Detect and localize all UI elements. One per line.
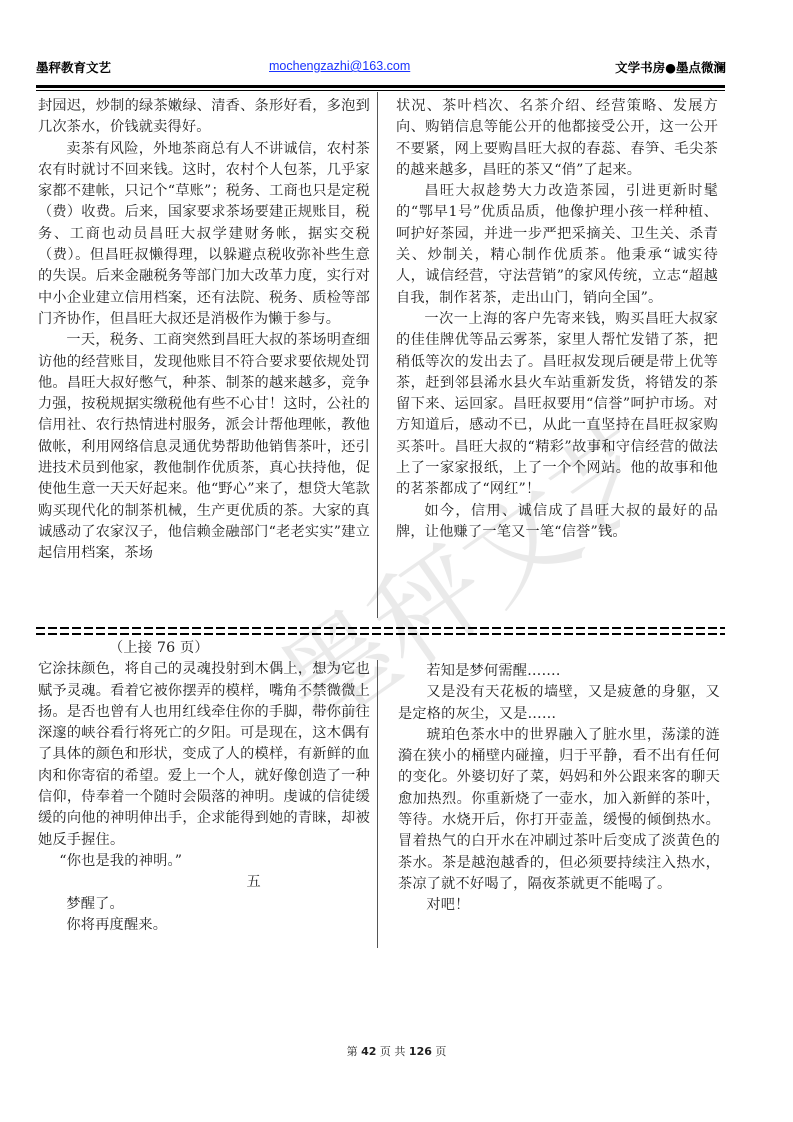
publication-title: 墨秤教育文艺 <box>36 60 112 75</box>
paragraph: 琥珀色茶水中的世界融入了脏水里，荡漾的涟漪在狭小的桶壁内碰撞，归于平静，看不出有任何的变化。外婆切好了菜，妈妈和外公跟来客的聊天愈加热烈。你重新烧了一壶水，加入新鲜的茶叶，等待。水烧开后，你打开壶盖，缓慢的倾倒热水。冒着热气的白开水在冲刷过茶叶后变成了淡黄色的茶水。茶是越泡越香的，但必须要持续注入热水，茶凉了就不好喝了，隔夜茶就更不能喝了。 <box>398 726 720 892</box>
paragraph: 卖茶有风险，外地茶商总有人不讲诚信，农村茶农有时就讨不回来钱。这时，农村个人包茶，几乎家家都不建帐，只记个“草账”；税务、工商也只是定税（费）收费。后来，国家要求茶场要建正规账目，税务、工商也动员昌旺大叔学建财务帐，据实交税（费）。但昌旺叔懒得理，以躲避点税收弥补些生意的失误。后来金融税务等部门加大改革力度，实行对中小企业建立信用档案，还有法院、税务、质检等部门齐协作，但昌旺大叔还是消极作为懒于参与。 <box>38 140 370 327</box>
page-header <box>36 58 726 80</box>
paragraph: 状况、茶叶档次、名茶介绍、经营策略、发展方向、购销信息等能公开的他都接受公开，这一公开不要紧，网上要购昌旺大叔的春蕊、春笋、毛尖茶的越来越多，昌旺的茶又“俏”了起来。 <box>396 98 718 178</box>
paragraph: 它涂抹颜色，将自己的灵魂投射到木偶上，想为它也赋予灵魂。看着它被你摆弄的模样，嘴角不禁微微上扬。是否也曾有人也用红线牵住你的手脚，带你前往深邃的峡谷看行将死亡的夕阳。可是现在，这木偶有了具体的颜色和形状，变成了人的模样，有新鲜的血肉和你寄宿的希望。爱上一个人，就好像创造了一种信仰，侍奉着一个随时会陨落的神明。虔诚的信徒缓缓的向他的神明伸出手，企求能得到她的青睐，却被她反手握住。 <box>38 661 370 848</box>
section-number: 五 <box>246 874 261 891</box>
column-divider <box>377 92 378 618</box>
header-thin-rule <box>36 90 725 91</box>
bottom-left-column <box>38 638 370 936</box>
paragraph: 如今，信用、诚信成了昌旺大叔的最好的品牌，让他赚了一笔又一笔“信誉”钱。 <box>396 502 718 540</box>
watermark-text: 墨秤文艺 <box>258 420 620 720</box>
footer-middle: 页 共 <box>379 1045 406 1058</box>
column-title: 文学书房●墨点微澜 <box>615 60 726 75</box>
paragraph: 一天，税务、工商突然到昌旺大叔的茶场明查细访他的经营账目，发现他账目不符合要求要依规处罚他。昌旺大叔好憋气，种茶、制茶的越来越多，竞争力强，按税规据实缴税他有些不心甘！这时，公社的信用社、农行热情进村服务，派会计帮他理帐，教他做帐，利用网络信息灵通优势帮助他销售茶叶，还引进技术员到他家，教他制作优质茶，真心扶持他，促使他生意一天天好起来。他“野心”来了，想贷大笔款购买现代化的制茶机械，生产更优质的茶。大家的真诚感动了农家汉子，他信赖金融部门“老老实实”建立起信用档案，茶场 <box>38 332 370 562</box>
closing-line: 你将再度醒来。 <box>66 916 168 933</box>
paragraph: 一次一上海的客户先寄来钱，购买昌旺大叔家的佳佳牌优等品云雾茶，家里人帮忙发错了茶，把稍低等次的发出去了。昌旺叔发现后硬是带上优等茶，赶到邻县浠水县火车站重新发货，将错发的茶留下来、运回家。昌旺叔要用“信誉”呵护市场。对方知道后，感动不已，从此一直坚持在昌旺叔家购买茶叶。昌旺大叔的“精彩”故事和守信经营的做法上了一家家报纸，上了一个个网站。他的故事和他的茗茶都成了“网红”！ <box>396 310 718 498</box>
footer-suffix: 页 <box>435 1045 447 1058</box>
email-link[interactable]: mochengzazhi@163.com <box>269 59 411 73</box>
top-left-column <box>38 96 370 565</box>
paragraph: 对吧！ <box>426 897 470 914</box>
page-footer <box>0 1043 793 1059</box>
paragraph: “你也是我的神明。” <box>59 852 183 869</box>
bottom-right-column <box>398 661 720 917</box>
current-page-number: 42 <box>361 1045 377 1058</box>
footer-prefix: 第 <box>346 1045 358 1058</box>
continuation-note: （上接 76 页） <box>109 640 209 656</box>
header-thick-rule <box>36 85 725 88</box>
paragraph: 若知是梦何需醒……. <box>426 663 561 679</box>
article-separator <box>36 627 725 637</box>
column-divider <box>377 660 378 948</box>
total-pages: 126 <box>408 1045 432 1058</box>
closing-line: 梦醒了。 <box>66 895 124 912</box>
paragraph: 封园迟，炒制的绿茶嫩绿、清香、条形好看，多泡到几次茶水，价钱就卖得好。 <box>38 98 370 136</box>
top-right-column <box>396 96 718 543</box>
paragraph: 昌旺大叔趁势大力改造茶园，引进更新时髦的“鄂早1号”优质品质，他像护理小孩一样种植、呵护好茶园，并进一步严把采摘关、卫生关、杀青关、炒制关，精心制作优质茶。他秉承“诚实待人，诚信经营，守法营销”的家风传统，立志“超越自我，制作茗茶，走出山门，销向全国”。 <box>396 183 718 306</box>
paragraph: 又是没有天花板的墙壁，又是疲惫的身躯，又是定格的灰尘，又是…… <box>398 684 720 722</box>
